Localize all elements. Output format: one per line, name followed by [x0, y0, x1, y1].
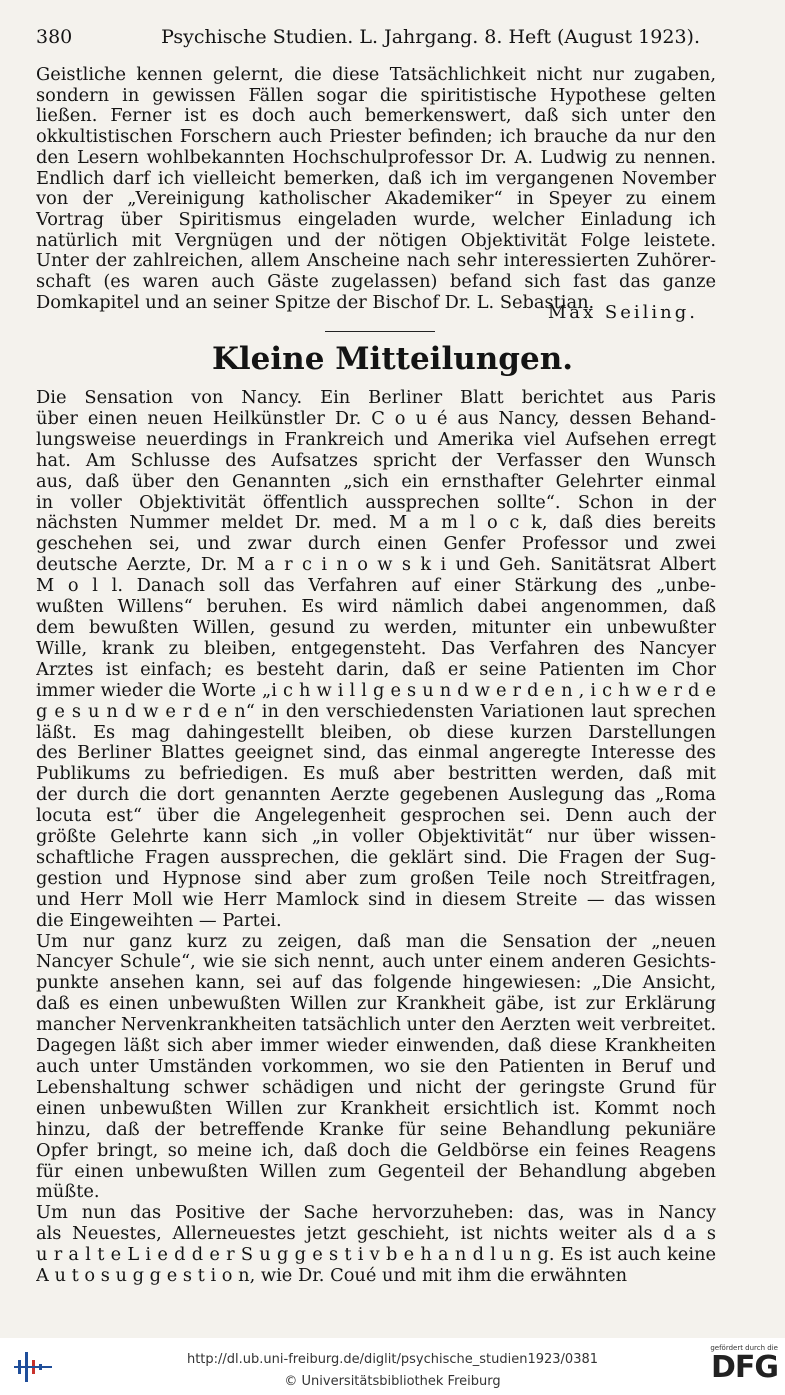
text-line: M o l l. Danach soll das Verfahren auf einer Stärkung des „unbe- [36, 576, 716, 597]
page-number: 380 [36, 26, 73, 48]
text-line: auch unter Umständen vorkommen, wo sie den Patienten in Beruf und [36, 1057, 716, 1077]
text-line: in voller Objektivität öffentlich aussprechen sollte“. Schon in der [36, 492, 716, 513]
section-title: Kleine Mitteilungen. [211, 341, 574, 377]
text-line: Publikums zu befriedigen. Es muß aber bestritten werden, daß mit [36, 764, 716, 785]
text-line: von der „Vereinigung katholischer Akademiker“ in Speyer zu einem [36, 189, 716, 210]
text-line: Nancyer Schule“, wie sie sich nennt, auch unter einem anderen Gesichts- [36, 952, 716, 973]
dfg-caption: gefördert durch die [710, 1344, 778, 1352]
text-line: Um nur ganz kurz zu zeigen, daß man die Sensation der „neuen [36, 931, 716, 952]
text-line: deutsche Aerzte, Dr. M a r c i n o w s k i und Geh. Sanitätsrat Albert [36, 555, 716, 576]
text-line: hinzu, daß der betreffende Kranke für seine Behandlung pekuniäre [36, 1119, 716, 1140]
author-signature: Max Seiling. [547, 302, 698, 323]
text-line: Unter der zahlreichen, allem Anscheine nach sehr interessierten Zuhörer- [36, 251, 716, 272]
text-line: g e s u n d w e r d e n“ in den verschiedensten Variationen laut sprechen [36, 701, 716, 722]
text-line: Die Sensation von Nancy. Ein Berliner Blatt berichtet aus Paris [36, 388, 716, 408]
text-line: geschehen sei, und zwar durch einen Genfer Professor und zwei [36, 534, 716, 555]
text-line: Geistliche kennen gelernt, die diese Tatsächlichkeit nicht nur zugaben, [36, 65, 716, 85]
page-header [36, 26, 700, 48]
text-line: Endlich darf ich vielleicht bemerken, daß ich im vergangenen November [36, 168, 716, 189]
text-line: schaft (es waren auch Gäste zugelassen) befand sich fast das ganze [36, 272, 716, 293]
text-line: Arztes ist einfach; es besteht darin, daß er seine Patienten im Chor [36, 659, 716, 680]
text-line: müßte. [36, 1182, 100, 1203]
text-line: Wille, krank zu bleiben, entgegensteht. Das Verfahren des Nancyer [36, 638, 716, 659]
text-line: okkultistischen Forschern auch Priester befinden; ich brauche da nur den [36, 127, 716, 148]
text-line: daß es einen unbewußten Willen zur Krankheit gäbe, ist zur Erklärung [36, 994, 716, 1015]
text-line: schaftliche Fragen aussprechen, die geklärt sind. Die Fragen der Sug- [36, 847, 716, 868]
text-line: Opfer bringt, so meine ich, daß doch die Geldbörse ein feines Reagens [36, 1140, 716, 1161]
text-line: wußten Willens“ beruhen. Es wird nämlich dabei angenommen, daß [36, 597, 716, 618]
text-line: ließen. Ferner ist es doch auch bemerkenswert, daß sich unter den [36, 106, 716, 127]
dfg-logo [694, 1344, 778, 1392]
dfg-logo-text: DFG [710, 1350, 778, 1385]
intro-paragraph [36, 65, 716, 313]
text-line: der durch die dort genannten Aerzte gegebenen Auslegung das „Roma [36, 785, 716, 806]
text-line: die Eingeweihten — Partei. [36, 910, 282, 931]
text-line: Lebenshaltung schwer schädigen und nicht der geringste Grund für [36, 1077, 716, 1098]
copyright-notice: © Universitätsbibliothek Freiburg [284, 1374, 501, 1389]
text-line: des Berliner Blattes geeignet sind, das einmal angeregte Interesse des [36, 743, 716, 764]
text-line: gestion und Hypnose sind aber zum großen Teile noch Streitfragen, [36, 868, 716, 889]
text-line: und Herr Moll wie Herr Mamlock sind in diesem Streite — das wissen [36, 889, 716, 910]
article-body [36, 388, 716, 1287]
text-line: Domkapitel und an seiner Spitze der Bischof Dr. L. Sebastian. [36, 292, 595, 313]
footer-bar [0, 1338, 785, 1395]
text-line: natürlich mit Vergnügen und der nötigen Objektivität Folge leistete. [36, 230, 716, 251]
running-title: Psychische Studien. L. Jahrgang. 8. Heft (August 1923). [161, 26, 700, 48]
text-line: punkte ansehen kann, sei auf das folgende hingewiesen: „Die Ansicht, [36, 973, 716, 994]
text-line: über einen neuen Heilkünstler Dr. C o u é aus Nancy, dessen Behand- [36, 408, 716, 429]
text-line: als Neuestes, Allerneuestes jetzt geschieht, ist nichts weiter als d a s [36, 1224, 716, 1245]
text-line: mancher Nervenkrankheiten tatsächlich unter den Aerzten weit verbreitet. [36, 1015, 716, 1036]
text-line: dem bewußten Willen, gesund zu werden, mitunter ein unbewußter [36, 617, 716, 638]
text-line: aus, daß über den Genannten „sich ein ernsthafter Gelehrter einmal [36, 471, 716, 492]
text-line: größte Gelehrte kann sich „in voller Objektivität“ nur über wissen- [36, 827, 716, 848]
text-line: den Lesern wohlbekannten Hochschulprofessor Dr. A. Ludwig zu nennen. [36, 147, 716, 168]
text-line: lungsweise neuerdings in Frankreich und Amerika viel Aufsehen erregt [36, 429, 716, 450]
section-divider [325, 331, 435, 332]
text-line: hat. Am Schlusse des Aufsatzes spricht der Verfasser den Wunsch [36, 450, 716, 471]
text-line: u r a l t e L i e d d e r S u g g e s t i v b e h a n d l u n g. Es ist auch keine [36, 1245, 716, 1266]
text-line: locuta est“ über die Angelegenheit gesprochen sei. Denn auch der [36, 806, 716, 827]
text-line: für einen unbewußten Willen zum Gegenteil der Behandlung abgeben [36, 1161, 716, 1182]
text-line: läßt. Es mag dahingestellt bleiben, ob diese kurzen Darstellungen [36, 722, 716, 743]
text-line: Dagegen läßt sich aber immer wieder einwenden, daß diese Krankheiten [36, 1036, 716, 1057]
text-line: Vortrag über Spiritismus eingeladen wurde, welcher Einladung ich [36, 209, 716, 230]
text-line: A u t o s u g g e s t i o n, wie Dr. Coué und mit ihm die erwähnten [36, 1266, 628, 1287]
permalink-url[interactable]: http://dl.ub.uni-freiburg.de/diglit/psychische_studien1923/0381 [186, 1352, 599, 1367]
text-line: immer wieder die Worte „i c h w i l l g e s u n d w e r d e n , i c h w e r d e [36, 680, 716, 701]
text-line: einen unbewußten Willen zur Krankheit ersichtlich ist. Kommt noch [36, 1098, 716, 1119]
text-line: Um nun das Positive der Sache hervorzuheben: das, was in Nancy [36, 1203, 716, 1224]
text-line: nächsten Nummer meldet Dr. med. M a m l o c k, daß dies bereits [36, 513, 716, 534]
text-line: sondern in gewissen Fällen sogar die spiritistische Hypothese gelten [36, 85, 716, 106]
